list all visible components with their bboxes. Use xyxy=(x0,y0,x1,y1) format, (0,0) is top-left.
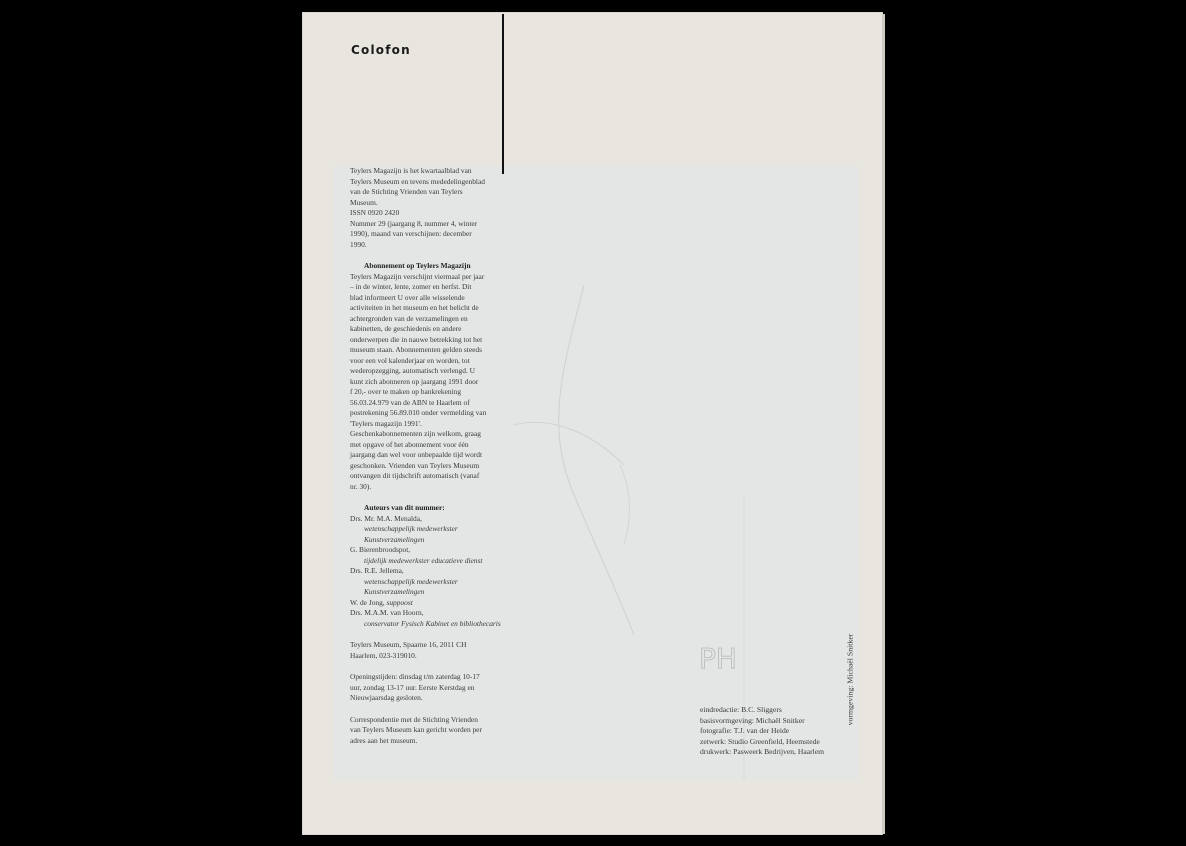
author-entry xyxy=(350,598,506,609)
colofon-column xyxy=(350,166,506,746)
vertical-credit: vormgeving: Michaël Snitker xyxy=(845,633,855,726)
correspondence-line: van Teylers Museum kan gericht worden per xyxy=(350,725,482,734)
subscription-line: – in de winter, lente, zomer en herfst. Dit xyxy=(350,282,472,291)
authors-list xyxy=(350,514,506,630)
subscription-line: onderwerpen die in nauwe betrekking tot het xyxy=(350,334,483,344)
subscription-heading: Abonnement op Teylers Magazijn xyxy=(364,261,471,270)
opening-hours-block xyxy=(350,672,506,704)
monogram-logo xyxy=(697,641,737,675)
author-name: W. de Jong, xyxy=(350,597,385,607)
svg-text:PH: PH xyxy=(699,642,737,675)
opening-line: Openingstijden: dinsdag t/m zaterdag 10-17 xyxy=(350,672,480,681)
intro-line: 1990. xyxy=(350,239,367,249)
author-name: Drs. R.E. Jellema, xyxy=(350,566,404,575)
credit-line: zetwerk: Studio Greenfield, Heemstede xyxy=(700,736,820,746)
subscription-line: Geschenkabonnementen zijn welkom, graag xyxy=(350,429,481,438)
subscription-line: museum staan. Abonnementen gelden steeds xyxy=(350,345,482,354)
subscription-line: met opgave of het abonnement voor één xyxy=(350,439,469,449)
intro-line: Nummer 29 (jaargang 8, nummer 4, winter xyxy=(350,218,478,228)
author-name: Drs. Mr. M.A. Menalda, xyxy=(350,513,422,523)
intro-line: Teylers Magazijn is het kwartaalblad van xyxy=(350,166,472,175)
intro-line: 1990), maand van verschijnen: december xyxy=(350,229,472,238)
opening-line: uur, zondag 13-17 uur. Eerste Kerstdag en xyxy=(350,682,475,692)
address-block xyxy=(350,640,506,661)
correspondence-line: Correspondentie met de Stichting Vrienden xyxy=(350,714,478,724)
intro-line: Museum. xyxy=(350,197,378,207)
author-role: suppoost xyxy=(386,597,413,607)
author-role: wetenschappelijk medewerkster xyxy=(364,524,458,533)
page-title: Colofon xyxy=(351,43,411,57)
subscription-line: jaargang dan wel voor onbepaalde tijd wordt xyxy=(350,450,483,459)
subscription-line: kabinetten, de geschiedenis en andere xyxy=(350,324,462,333)
subscription-line: blad informeert U over alle wisselende xyxy=(350,292,465,302)
subscription-line: kunt zich abonneren op jaargang 1991 door xyxy=(350,376,479,386)
vertical-rule xyxy=(502,14,504,174)
correspondence-block xyxy=(350,715,506,747)
subscription-line: Teylers Magazijn verschijnt viermaal per jaar xyxy=(350,271,485,281)
credits-block xyxy=(700,705,850,758)
subscription-line: nr. 30). xyxy=(350,481,372,491)
subscription-text xyxy=(350,272,506,493)
subscription-line: voor een vol kalenderjaar en worden, tot xyxy=(350,355,470,365)
page-edge xyxy=(882,14,885,834)
author-role: tijdelijk medewerkster educatieve dienst xyxy=(364,555,483,565)
subscription-line: ontvangen dit tijdschrift automatisch (vanaf xyxy=(350,471,480,480)
intro-line: Teylers Museum en tevens mededelingenblad xyxy=(350,176,485,186)
author-role: conservator Fysisch Kabinet en bibliothecaris xyxy=(364,618,501,628)
author-role: wetenschappelijk medewerkster xyxy=(364,576,458,586)
opening-line: Nieuwjaarsdag gesloten. xyxy=(350,693,423,702)
author-name: G. Bierenbroodspot, xyxy=(350,545,411,554)
intro-block xyxy=(350,166,506,250)
author-role: Kunstverzamelingen xyxy=(364,587,425,596)
subscription-line: postrekening 56.89.010 onder vermelding van xyxy=(350,408,487,417)
subscription-line: activiteiten in het museum en het belicht de xyxy=(350,303,479,312)
credit-line: eindredactie: B.C. Sliggers xyxy=(700,705,782,714)
correspondence-line: adres aan het museum. xyxy=(350,735,418,745)
subscription-line: wederopzegging, automatisch verlengd. U xyxy=(350,366,475,375)
credit-line: basisvormgeving: Michaël Snitker xyxy=(700,715,805,725)
authors-heading: Auteurs van dit nummer: xyxy=(364,503,445,512)
address-line: Haarlem, 023-319010. xyxy=(350,650,417,660)
subscription-line: 'Teylers magazijn 1991'. xyxy=(350,418,422,428)
credit-line: drukwerk: Pasweerk Bedrijven, Haarlem xyxy=(700,747,824,757)
author-role: Kunstverzamelingen xyxy=(364,534,425,544)
subscription-line: geschonken. Vrienden van Teylers Museum xyxy=(350,460,480,470)
subscription-line: f 20,- over te maken op bankrekening xyxy=(350,387,462,396)
author-name: Drs. M.A.M. van Hoorn, xyxy=(350,608,424,617)
intro-line: van de Stichting Vrienden van Teylers xyxy=(350,187,463,196)
issn-line: ISSN 0920 2420 xyxy=(350,208,400,217)
credit-line: fotografie: T.J. van der Heide xyxy=(700,726,790,736)
subscription-line: 56.03.24.979 van de ABN te Haarlem of xyxy=(350,397,470,407)
address-line: Teylers Museum, Spaarne 16, 2011 CH xyxy=(350,640,467,649)
subscription-line: achtergronden van de verzamelingen en xyxy=(350,313,468,323)
